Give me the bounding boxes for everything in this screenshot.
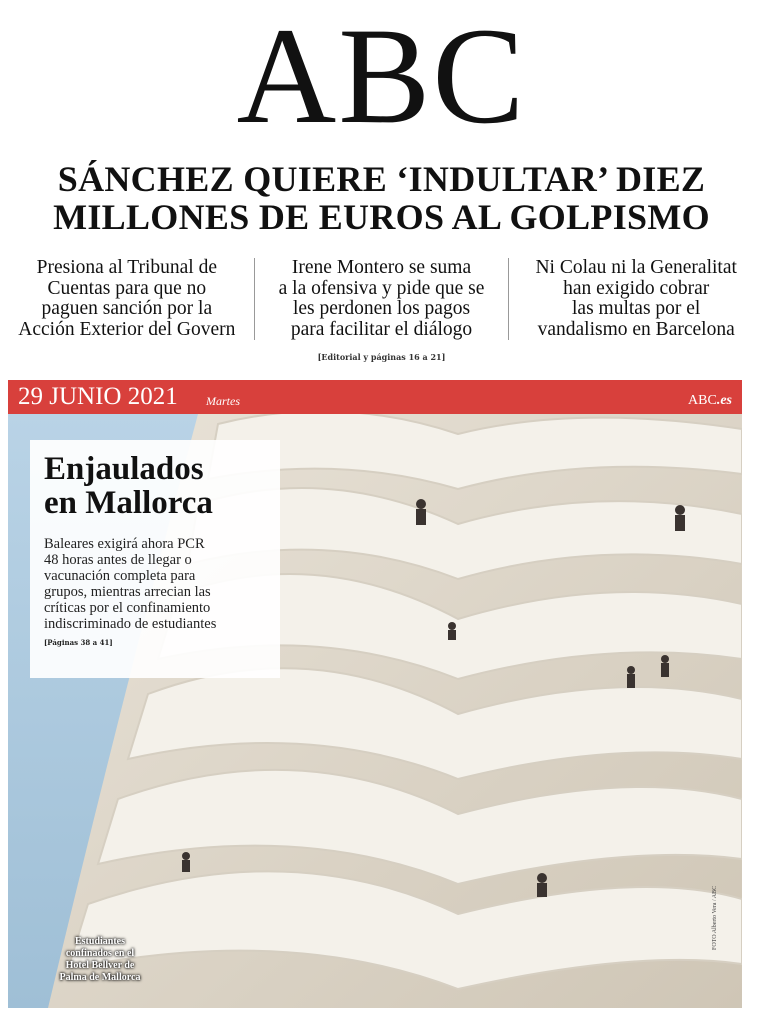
main-headline[interactable] (0, 160, 763, 236)
body-line: grupos, mientras arrecian las (44, 584, 211, 600)
site-prefix: ABC (688, 393, 717, 408)
subhead-line: Presiona al Tribunal de (36, 257, 218, 278)
photo-credit: FOTO Alberto Vera / ABC (712, 885, 718, 950)
masthead-logo: ABC (236, 0, 527, 152)
subhead-line: Irene Montero se suma (291, 257, 472, 278)
date-band (8, 380, 742, 414)
lead-story-page-reference: [Páginas 38 a 41] (44, 638, 113, 647)
subhead-line: vandalismo en Barcelona (537, 318, 735, 340)
body-line: críticas por el confinamiento (44, 600, 211, 616)
caption-line: Hotel Bellver de (65, 960, 135, 971)
title-line: Enjaulados (44, 451, 204, 487)
subhead-line: Acción Exterior del Govern (18, 318, 236, 340)
headline-line-2: MILLONES DE EUROS AL GOLPISMO (53, 197, 710, 237)
site-link[interactable] (688, 393, 732, 409)
subhead-line: Ni Colau ni la Generalitat (535, 257, 737, 278)
body-line: Baleares exigirá ahora PCR (44, 536, 205, 552)
headline-page-reference: [Editorial y páginas 16 a 21] (317, 352, 446, 362)
title-line: en Mallorca (44, 485, 213, 521)
caption-line: confinados en el (65, 948, 135, 959)
subhead-line: a la ofensiva y pide que se (278, 277, 485, 299)
issue-weekday: Martes (206, 394, 240, 408)
subhead-line: Cuentas para que no (47, 277, 207, 299)
subheads (0, 258, 763, 340)
headline-line-1: SÁNCHEZ QUIERE ‘INDULTAR’ DIEZ (57, 159, 706, 199)
body-line: vacunación completa para (44, 568, 196, 584)
lead-story-body (44, 536, 266, 632)
issue-date: 29 JUNIO 2021 (18, 383, 178, 410)
subhead-montero[interactable] (254, 258, 509, 340)
caption-line: Estudiantes (74, 936, 125, 947)
lead-story-title (44, 452, 266, 520)
site-suffix: .es (716, 393, 732, 408)
photo-caption (20, 936, 180, 984)
subhead-line: paguen sanción por la (41, 298, 213, 319)
caption-line: Palma de Mallorca (59, 972, 141, 983)
body-line: 48 horas antes de llegar o (44, 552, 192, 568)
lead-story-box[interactable] (30, 440, 280, 678)
subhead-tribunal[interactable] (0, 258, 254, 340)
subhead-line: les perdonen los pagos (292, 298, 471, 319)
subhead-colau[interactable] (508, 258, 763, 340)
subhead-line: las multas por el (572, 298, 701, 319)
subhead-line: para facilitar el diálogo (290, 318, 473, 340)
subhead-line: han exigido cobrar (563, 277, 710, 299)
masthead (0, 0, 763, 150)
body-line: indiscriminado de estudiantes (44, 616, 217, 632)
